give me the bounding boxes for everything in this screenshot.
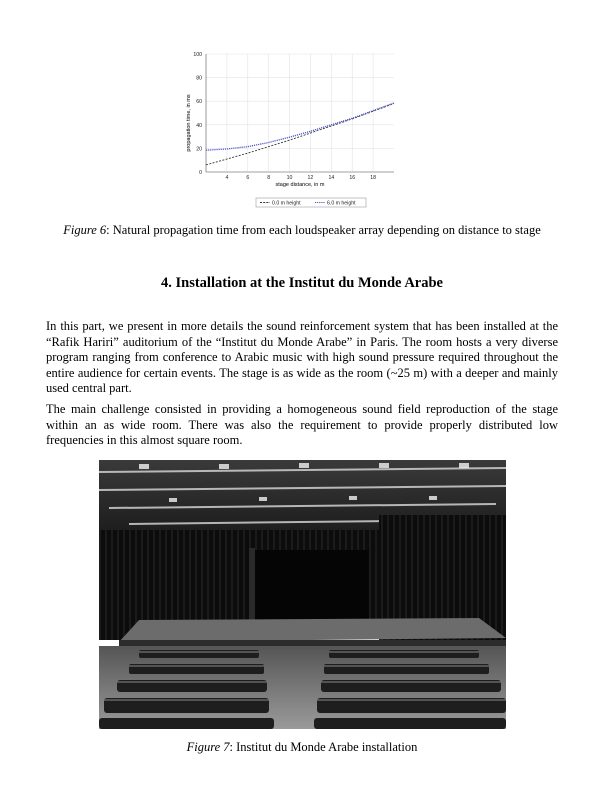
y-tick-label: 60 bbox=[196, 99, 202, 106]
x-tick-label: 18 bbox=[370, 175, 377, 181]
x-tick-labels bbox=[225, 175, 376, 181]
figure-7-text: : Institut du Monde Arabe installation bbox=[229, 740, 418, 754]
paragraph-2: The main challenge consisted in providing a homogeneous sound field reproduction of the stage within an as wide room. There was also the requirement to provide properly distributed low frequencies in this almost square room. bbox=[46, 402, 558, 447]
y-axis-label: propagation time, in ms bbox=[186, 94, 192, 152]
y-tick-labels bbox=[193, 52, 202, 176]
chart-legend bbox=[256, 198, 366, 207]
x-tick-label: 10 bbox=[286, 175, 293, 181]
legend-entry: 0.0 m height bbox=[272, 200, 301, 207]
auditorium-photo bbox=[99, 460, 506, 729]
x-tick-label: 14 bbox=[328, 175, 335, 181]
section-heading: 4. Installation at the Institut du Monde Arabe bbox=[161, 275, 443, 291]
propagation-time-chart bbox=[180, 48, 398, 213]
y-tick-label: 80 bbox=[196, 75, 202, 82]
y-tick-label: 0 bbox=[199, 170, 202, 176]
x-tick-label: 16 bbox=[349, 175, 356, 181]
paragraph-1: In this part, we present in more details the sound reinforcement system that has been installed at the “Rafik Hariri” auditorium of the “Institut du Monde Arabe” in Paris. The room hosts a very diverse program ranging from conference to Arabic music with high sound pressure required throughout the entire audience for certain events. The stage is as wide as the room (~25 m) with a deeper and mainly used central part. bbox=[46, 319, 558, 395]
figure-6-label: Figure 6 bbox=[63, 223, 107, 237]
y-tick-label: 40 bbox=[196, 122, 202, 129]
x-axis-label: stage distance, in m bbox=[275, 182, 325, 188]
y-tick-label: 20 bbox=[196, 146, 202, 153]
figure-7-label: Figure 7 bbox=[186, 740, 230, 754]
y-tick-label: 100 bbox=[193, 52, 202, 58]
x-tick-label: 6 bbox=[246, 175, 250, 181]
figure-7-caption bbox=[60, 739, 544, 755]
legend-entry: 6.0 m height bbox=[327, 200, 356, 207]
figure-6-caption bbox=[60, 222, 544, 238]
x-tick-label: 8 bbox=[267, 175, 271, 181]
x-tick-label: 12 bbox=[307, 175, 314, 181]
figure-6-text: : Natural propagation time from each loudspeaker array depending on distance to stage bbox=[106, 223, 541, 237]
x-tick-label: 4 bbox=[225, 175, 229, 181]
